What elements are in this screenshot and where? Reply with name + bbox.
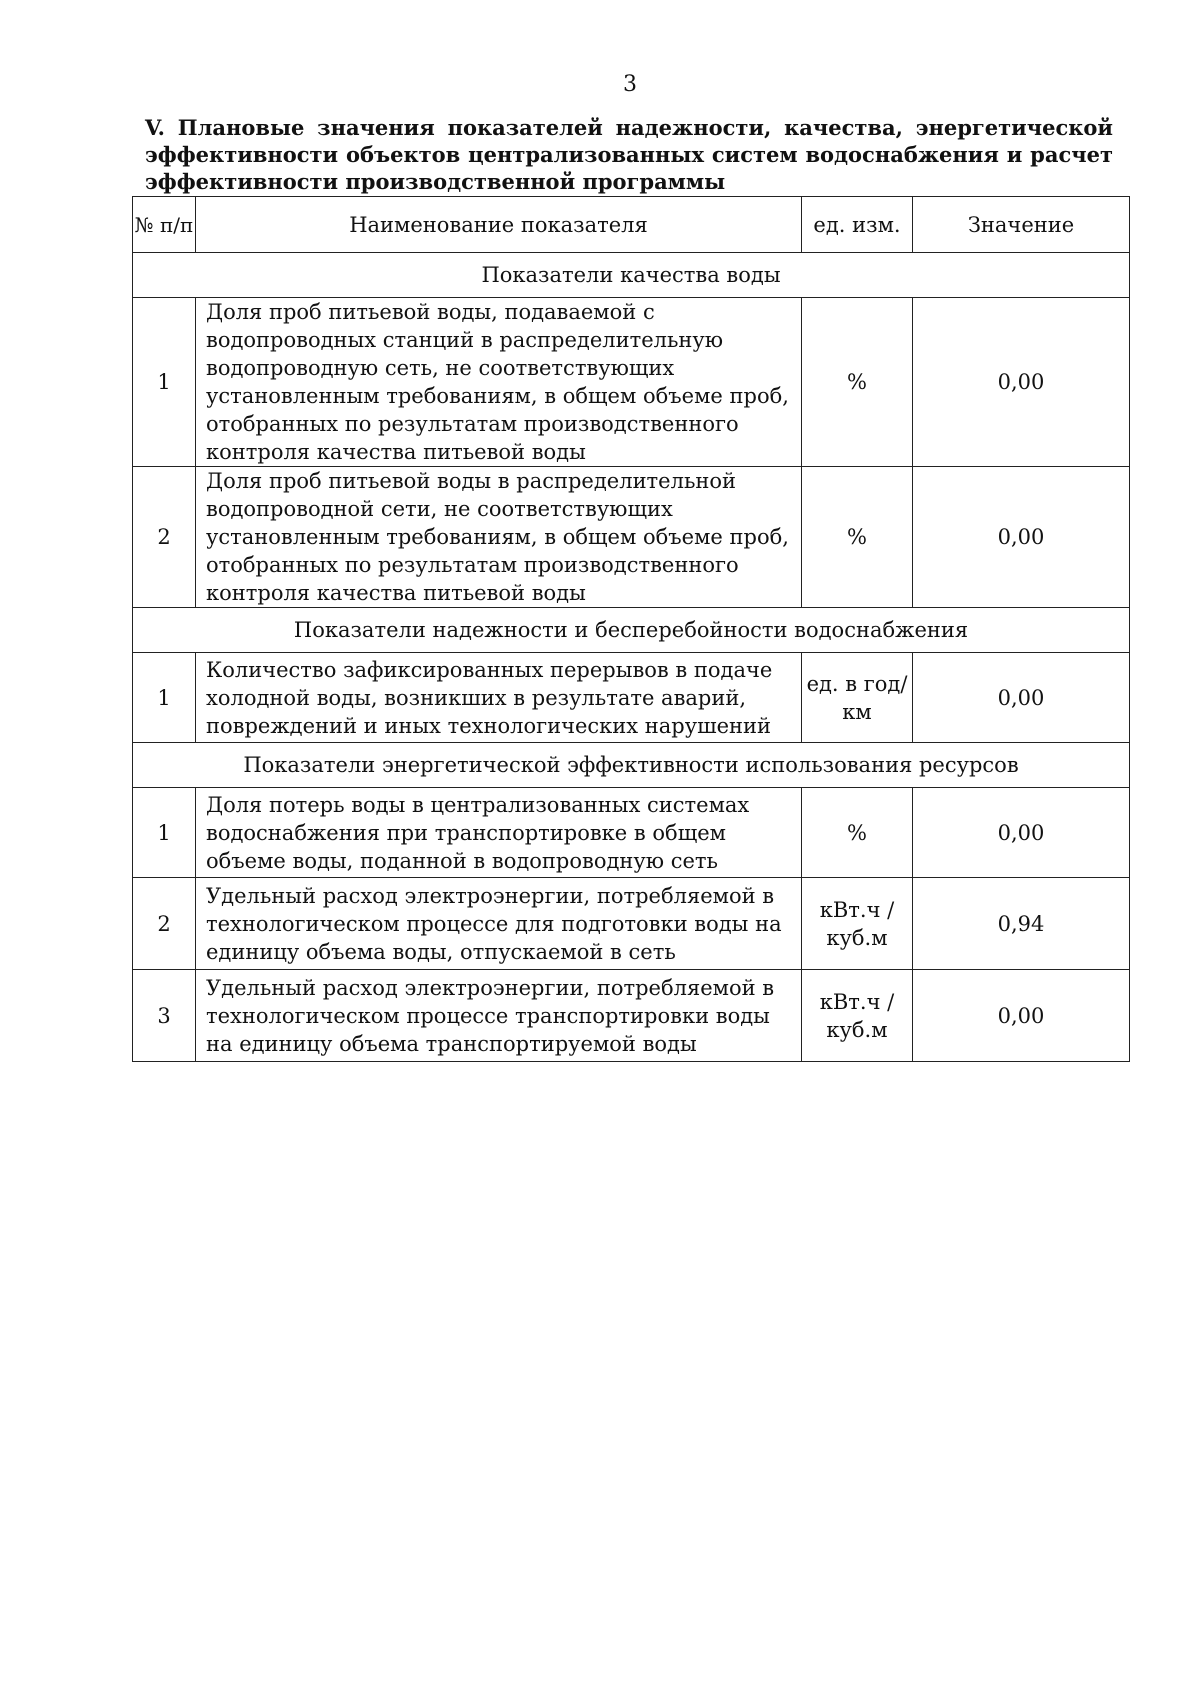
table-row bbox=[133, 788, 1130, 878]
row-indicator-name: Удельный расход электроэнергии, потребляемой в технологическом процессе транспортировки воды на единицу объема транспортируемой воды bbox=[196, 970, 802, 1062]
row-unit: % bbox=[802, 298, 913, 467]
row-value: 0,00 bbox=[913, 467, 1130, 608]
row-indicator-name: Доля проб питьевой воды в распределительной водопроводной сети, не соответствующих установленным требованиям, в общем объеме проб, отобранных по результатам производственного контроля качества питьевой воды bbox=[196, 467, 802, 608]
row-value: 0,00 bbox=[913, 653, 1130, 743]
table-row bbox=[133, 467, 1130, 608]
section-heading: V. Плановые значения показателей надежности, качества, энергетической эффективности объектов централизованных систем водоснабжения и расчет эффективности производственной программы bbox=[145, 115, 1113, 194]
header-number: № п/п bbox=[133, 197, 196, 253]
row-value: 0,00 bbox=[913, 970, 1130, 1062]
row-indicator-name: Доля потерь воды в централизованных системах водоснабжения при транспортировке в общем объеме воды, поданной в водопроводную сеть bbox=[196, 788, 802, 878]
table-row bbox=[133, 653, 1130, 743]
row-number: 1 bbox=[133, 788, 196, 878]
row-number: 2 bbox=[133, 467, 196, 608]
row-number: 3 bbox=[133, 970, 196, 1062]
group-title: Показатели надежности и бесперебойности водоснабжения bbox=[133, 608, 1130, 653]
row-value: 0,00 bbox=[913, 788, 1130, 878]
table-row bbox=[133, 970, 1130, 1062]
row-unit: % bbox=[802, 788, 913, 878]
indicators-table bbox=[132, 196, 1130, 1062]
row-unit: % bbox=[802, 467, 913, 608]
row-indicator-name: Удельный расход электроэнергии, потребляемой в технологическом процессе для подготовки воды на единицу объема воды, отпускаемой в сеть bbox=[196, 878, 802, 970]
header-indicator-name: Наименование показателя bbox=[196, 197, 802, 253]
page-number: 3 bbox=[623, 72, 637, 97]
group-row-reliability bbox=[133, 608, 1130, 653]
table-header-row bbox=[133, 197, 1130, 253]
group-title: Показатели качества воды bbox=[133, 253, 1130, 298]
row-number: 1 bbox=[133, 653, 196, 743]
row-value: 0,94 bbox=[913, 878, 1130, 970]
row-indicator-name: Количество зафиксированных перерывов в подаче холодной воды, возникших в результате аварий, повреждений и иных технологических нарушений bbox=[196, 653, 802, 743]
row-unit: ед. в год/ км bbox=[802, 653, 913, 743]
group-title: Показатели энергетической эффективности использования ресурсов bbox=[133, 743, 1130, 788]
row-unit: кВт.ч / куб.м bbox=[802, 970, 913, 1062]
table-row bbox=[133, 298, 1130, 467]
group-row-water-quality bbox=[133, 253, 1130, 298]
row-value: 0,00 bbox=[913, 298, 1130, 467]
header-value: Значение bbox=[913, 197, 1130, 253]
row-number: 1 bbox=[133, 298, 196, 467]
table-row bbox=[133, 878, 1130, 970]
row-number: 2 bbox=[133, 878, 196, 970]
group-row-energy-efficiency bbox=[133, 743, 1130, 788]
row-unit: кВт.ч / куб.м bbox=[802, 878, 913, 970]
header-unit: ед. изм. bbox=[802, 197, 913, 253]
row-indicator-name: Доля проб питьевой воды, подаваемой с водопроводных станций в распределительную водопроводную сеть, не соответствующих установленным требованиям, в общем объеме проб, отобранных по результатам производственного контроля качества питьевой воды bbox=[196, 298, 802, 467]
